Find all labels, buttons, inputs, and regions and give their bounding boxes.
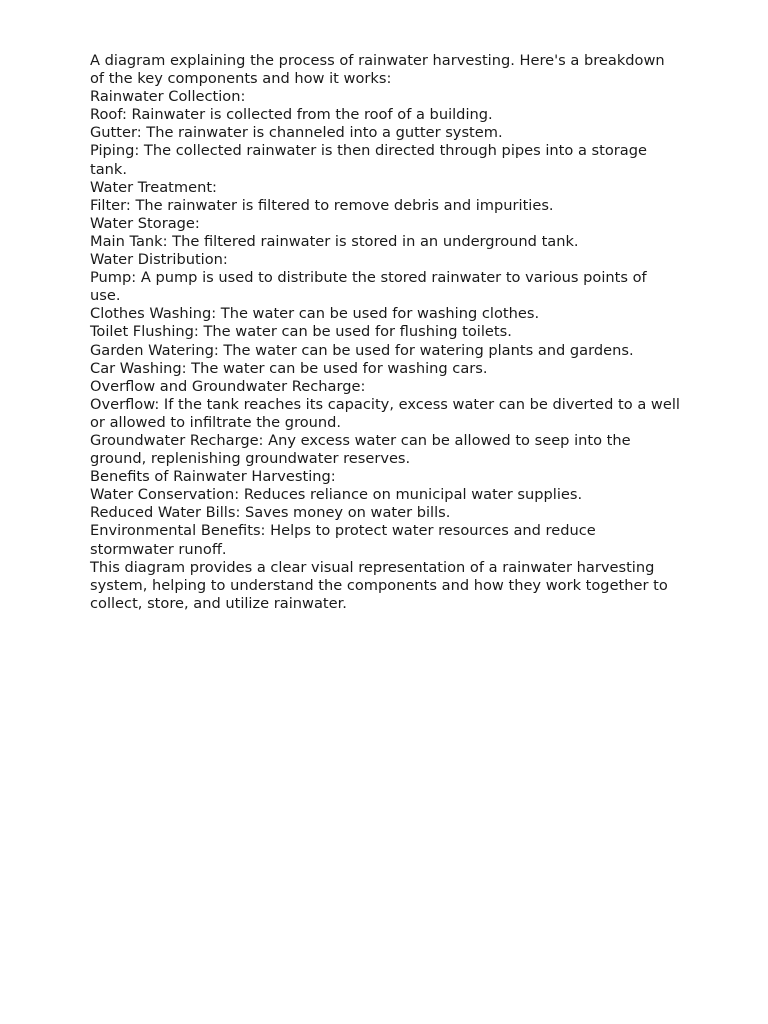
item-pump: Pump: A pump is used to distribute the stored rainwater to various points of use. bbox=[90, 269, 647, 305]
item-garden-watering: Garden Watering: The water can be used for watering plants and gardens. bbox=[90, 341, 634, 359]
item-clothes-washing: Clothes Washing: The water can be used for washing clothes. bbox=[90, 305, 540, 323]
item-reduced-water-bills: Reduced Water Bills: Saves money on water bills. bbox=[90, 504, 451, 522]
section-heading-benefits: Benefits of Rainwater Harvesting: bbox=[90, 468, 336, 486]
closing-paragraph: This diagram provides a clear visual representation of a rainwater harvesting system, helping to understand the components and how they work together to collect, store, and utilize rainwater. bbox=[90, 558, 668, 612]
item-piping: Piping: The collected rainwater is then directed through pipes into a storage tank. bbox=[90, 142, 647, 178]
section-heading-water-distribution: Water Distribution: bbox=[90, 251, 228, 269]
section-heading-overflow-recharge: Overflow and Groundwater Recharge: bbox=[90, 377, 366, 395]
intro-paragraph: A diagram explaining the process of rainwater harvesting. Here's a breakdown of the key components and how it works: bbox=[90, 52, 665, 88]
document-body bbox=[90, 52, 680, 613]
item-gutter: Gutter: The rainwater is channeled into a gutter system. bbox=[90, 124, 503, 142]
item-car-washing: Car Washing: The water can be used for washing cars. bbox=[90, 359, 488, 377]
item-filter: Filter: The rainwater is filtered to remove debris and impurities. bbox=[90, 196, 554, 214]
item-roof: Roof: Rainwater is collected from the roof of a building. bbox=[90, 106, 493, 124]
section-heading-water-storage: Water Storage: bbox=[90, 214, 200, 232]
item-water-conservation: Water Conservation: Reduces reliance on municipal water supplies. bbox=[90, 486, 583, 504]
item-groundwater-recharge: Groundwater Recharge: Any excess water can be allowed to seep into the ground, replenishing groundwater reserves. bbox=[90, 431, 631, 468]
section-heading-rainwater-collection: Rainwater Collection: bbox=[90, 88, 246, 106]
item-main-tank: Main Tank: The filtered rainwater is stored in an underground tank. bbox=[90, 232, 579, 250]
section-heading-water-treatment: Water Treatment: bbox=[90, 178, 217, 196]
item-toilet-flushing: Toilet Flushing: The water can be used for flushing toilets. bbox=[90, 323, 512, 341]
item-overflow: Overflow: If the tank reaches its capacity, excess water can be diverted to a well or allowed to infiltrate the ground. bbox=[90, 395, 680, 431]
item-environmental-benefits: Environmental Benefits: Helps to protect water resources and reduce stormwater runoff. bbox=[90, 522, 596, 558]
